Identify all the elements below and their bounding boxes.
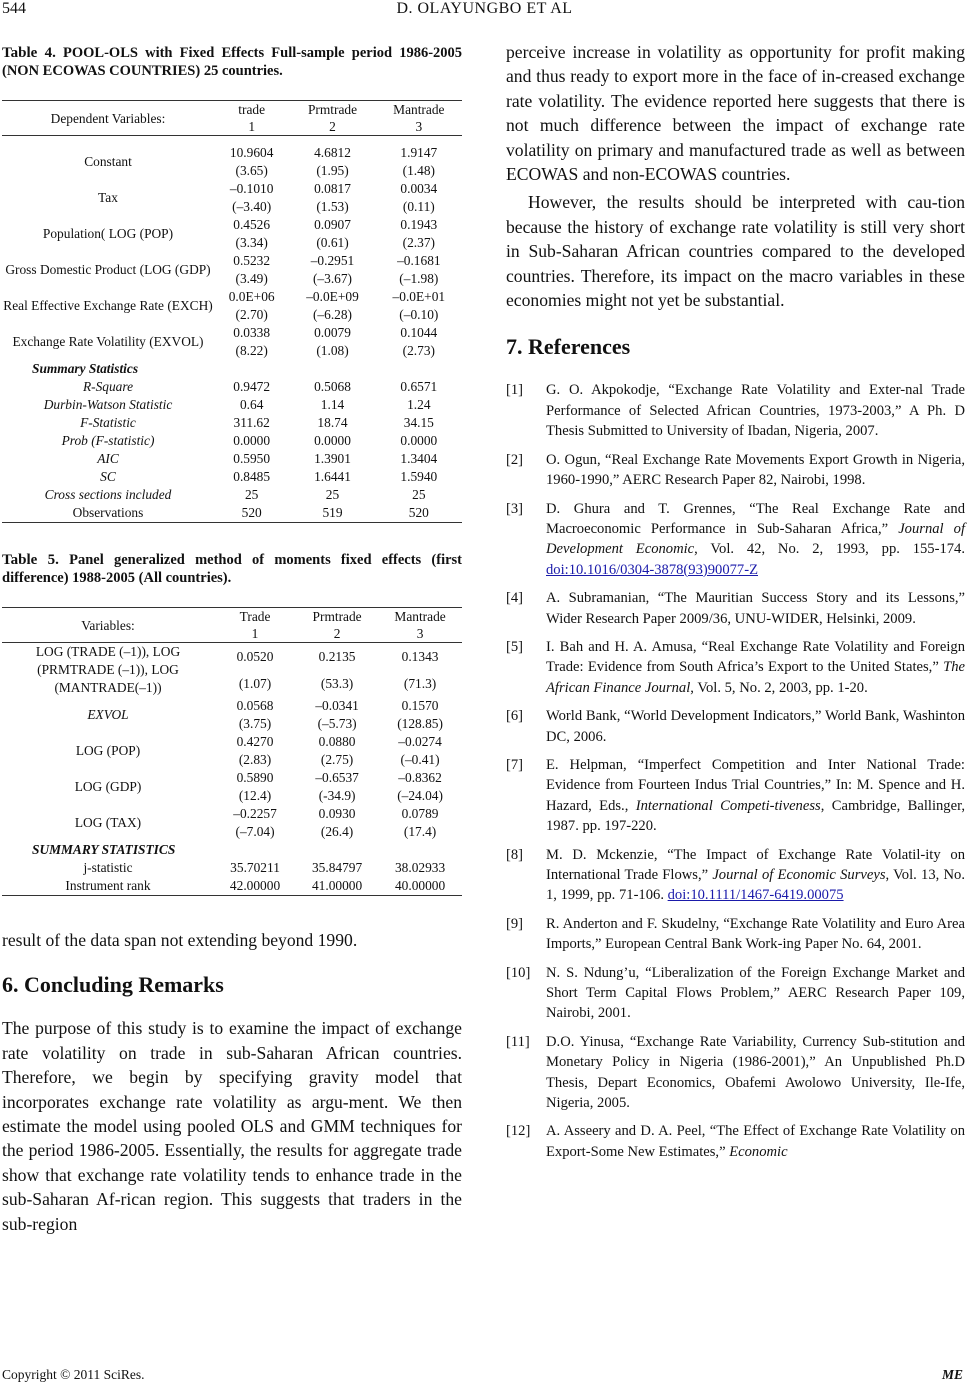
table4-spacer-cell	[2, 136, 462, 145]
table4-cell-tstat: (–3.40)	[232, 199, 272, 214]
reference-text-main: N. S. Ndung’u, “Liberalization of the Foreign Exchange Market and Short Term Capital Flows Problem,” AERC Research Paper 109, Nairobi, 2001.	[546, 964, 965, 1022]
reference-number: [7]	[506, 756, 524, 773]
table4-row	[2, 324, 462, 342]
table4-row	[2, 144, 462, 162]
reference-text-main: E. Helpman, “Imperfect Competition and Inter National Trade: Evidence from Fourteen Indus Trial Countries,” In: M. Spence and H. Hazard, Eds.,	[546, 756, 965, 814]
reference-number: [1]	[506, 382, 524, 399]
table5-summary-value: 35.84797	[311, 860, 363, 875]
table5-row	[2, 805, 462, 823]
table4-header-col1-num: 1	[248, 119, 256, 134]
table5-summary-label: j-statistic	[83, 860, 133, 875]
table5-header-col2-name: Prmtrade	[312, 609, 362, 624]
table5-row	[2, 769, 462, 787]
reference-item	[506, 499, 965, 581]
reference-text-tail: , Vol. 42, No. 2, 1993, pp. 155-174.	[694, 541, 965, 558]
table5-cell-coef: 0.1570	[401, 698, 439, 713]
table4-summary-value: 311.62	[233, 415, 270, 430]
table4-cell-tstat: (8.22)	[235, 343, 268, 358]
table4-cell-tstat: (1.48)	[402, 163, 435, 178]
table4-summary-value: 1.14	[320, 397, 345, 412]
table5-body	[2, 643, 462, 896]
table4-summary-value: 0.0000	[233, 433, 271, 448]
table5-cell-coef: –0.8362	[398, 770, 442, 785]
reference-text	[546, 914, 965, 955]
table4-summary-value: 1.6441	[314, 469, 351, 484]
table4-cell-tstat: (1.95)	[316, 163, 349, 178]
table4-row	[2, 180, 462, 198]
table4-cell-coef: 10.9604	[229, 145, 274, 160]
reference-text-main: A. Subramanian, “The Mauritian Success Story and its Lessons,” Wider Research Paper 2009/36, UNU-WIDER, Helsinki, 2009.	[546, 590, 965, 627]
reference-doi-link[interactable]: doi:10.1111/1467-6419.00075	[667, 887, 844, 904]
reference-text-tail: , Vol. 5, No. 2, 2003, pp. 1-20.	[690, 679, 868, 696]
table5-row	[2, 697, 462, 715]
table4-row	[2, 216, 462, 234]
table5-cell-coef: 0.0930	[318, 806, 356, 821]
table4-header-col3-num: 3	[415, 119, 423, 134]
table5-cell-coef: 0.0789	[401, 806, 439, 821]
reference-item	[506, 450, 965, 491]
table5-cell-coef: 0.0568	[236, 698, 274, 713]
table4-obs-value: 520	[214, 504, 289, 523]
table4-summary-value: 25	[412, 487, 426, 502]
table4-cell-tstat: (2.70)	[235, 307, 268, 322]
reference-text	[546, 755, 965, 837]
reference-source-title: The African Finance Journal	[546, 659, 965, 696]
table4-summary-value: 1.24	[407, 397, 431, 412]
table5-cell-tstat: (71.3)	[403, 675, 437, 691]
reference-source-title: Journal of Development Economic	[546, 520, 965, 558]
table4-cell-tstat: (3.49)	[235, 271, 268, 286]
table4-cell-tstat: (3.34)	[235, 235, 268, 250]
table5-header-col3-num: 3	[416, 626, 424, 641]
table4-summary-row	[2, 450, 462, 468]
reference-text	[546, 1032, 965, 1114]
table4-header-col1-name: trade	[238, 102, 266, 117]
table4-header-col3	[376, 101, 462, 136]
table5-header-col3	[378, 608, 462, 643]
reference-text	[546, 588, 965, 629]
table5-summary-value: 40.00000	[378, 877, 462, 896]
reference-text-main: G. O. Akpokodje, “Exchange Rate Volatility and Exter-nal Trade Performance of Selected African Countries, 1973-2003,” A Ph. D Thesis Submitted to University of Ibadan, Nigeria, 2007.	[546, 382, 965, 440]
table5-summary-label: Instrument rank	[2, 877, 214, 896]
table4-obs-value: 520	[376, 504, 462, 523]
table4-cell-coef: 0.0E+06	[228, 289, 275, 304]
table4-body	[2, 136, 462, 523]
table4-cell-coef: 0.0079	[314, 325, 351, 340]
table4-summary-value: 0.6571	[400, 379, 438, 394]
table4-cell-tstat: (1.53)	[316, 199, 349, 214]
table4-cell-tstat: (–0.10)	[399, 307, 439, 322]
table5-summary-row	[2, 859, 462, 877]
left-paragraph-1: result of the data span not extending beyond 1990.	[2, 930, 358, 950]
table4-summary-value: 34.15	[403, 415, 434, 430]
table5-summary-value: 41.00000	[296, 877, 378, 896]
table5-cell-tstat: (3.75)	[238, 716, 272, 731]
table4-summary-value: 0.0000	[400, 433, 438, 448]
reference-text-main: R. Anderton and F. Skudelny, “Exchange Rate Volatility and Euro Area Imports,” European Central Bank Work-ing Paper No. 64, 2001.	[546, 915, 965, 953]
table4-cell-tstat: (3.65)	[235, 163, 268, 178]
table4-summary-label: R-Square	[82, 379, 134, 394]
reference-number: [5]	[506, 638, 524, 655]
table5-summary-title-row	[2, 841, 462, 859]
table4-cell-tstat: (0.61)	[316, 235, 349, 250]
table5-cell-coef: 0.5890	[236, 770, 274, 785]
table4-summary-row	[2, 396, 462, 414]
table5-summary-value: 35.70211	[230, 860, 280, 875]
reference-text	[546, 450, 965, 491]
table4-cell-coef: –0.1681	[397, 253, 441, 268]
table4-summary-title-row	[2, 360, 462, 378]
reference-doi-link[interactable]: doi:10.1016/0304-3878(93)90077-Z	[546, 561, 758, 578]
table4-summary-label: SC	[100, 469, 116, 484]
table5-caption	[2, 551, 462, 587]
table5-row-label: LOG (TAX)	[74, 815, 142, 830]
table4-summary-value: 0.0000	[314, 433, 351, 448]
left-column	[2, 44, 462, 1236]
running-title: D. OLAYUNGBO ET AL	[396, 0, 573, 17]
reference-item	[506, 706, 965, 747]
table5-summary-row	[2, 877, 462, 896]
table5-header-row	[2, 608, 462, 643]
reference-number: [4]	[506, 590, 524, 607]
right-paragraph-2: However, the results should be interpreted with cau-tion because the history of exchange rate volatility is still very short in Sub-Saharan African countries compared to the developed countries. Therefore, its impact on the macro variables in these economies might not yet be substantial.	[506, 192, 965, 311]
table4-summary-label: Cross sections included	[44, 487, 172, 502]
table5-header-col2	[296, 608, 378, 643]
table5-cell-tstat: (26.4)	[320, 824, 354, 839]
table5-cell-tstat: (128.85)	[397, 716, 443, 731]
reference-item	[506, 380, 965, 441]
reference-text	[546, 845, 965, 906]
table5	[2, 607, 462, 896]
reference-text	[546, 706, 965, 747]
table5-label: Table 5.	[2, 552, 59, 568]
table4-header-col2-num: 2	[329, 119, 336, 134]
table5-cell-coef: 0.2135	[318, 648, 356, 664]
reference-text	[546, 1121, 965, 1162]
table4-cell-tstat: (–6.28)	[312, 307, 353, 322]
table4-cell-coef: –0.0E+01	[392, 289, 446, 304]
table4-cell-coef: 0.0817	[314, 181, 351, 196]
table5-header-col1-num: 1	[251, 626, 259, 641]
reference-text-main: World Bank, “World Development Indicators,” World Bank, Washinton DC, 2006.	[546, 708, 965, 745]
table4-header-row	[2, 101, 462, 136]
table5-row	[2, 643, 462, 671]
table4-cell-tstat: (0.11)	[402, 199, 435, 214]
table4-cell-tstat: (1.08)	[316, 343, 349, 358]
table5-row-label: EXVOL	[87, 707, 129, 722]
table4-row	[2, 288, 462, 306]
reference-source-title: Economic	[729, 1143, 788, 1160]
table5-header-col1	[214, 608, 296, 643]
reference-text-main: D.O. Yinusa, “Exchange Rate Variability, Currency Sub-stitution and Monetary Policy in Nigeria (1986-2001),” An Unpublished Ph.D Thesis, Depart Economics, Obafemi Awolowo University, Ile-Ife, Nigeria, 2005.	[546, 1033, 965, 1112]
table4-header-col2	[289, 101, 375, 136]
table4-spacer-row	[2, 136, 462, 145]
table4-summary-title: Summary Statistics	[32, 361, 139, 376]
table4-cell-tstat: (2.37)	[402, 235, 435, 250]
table4-summary-row	[2, 486, 462, 504]
table5-summary-value: 42.00000	[214, 877, 296, 896]
table5-row-label: LOG (TRADE (–1)), LOG (PRMTRADE (–1)), LOG (MANTRADE(–1))	[35, 644, 181, 695]
page-number: 544	[2, 0, 26, 17]
table4-summary-value: 0.5068	[314, 379, 351, 394]
table4-summary-row	[2, 468, 462, 486]
table4	[2, 100, 462, 523]
table5-cell-tstat: (1.07)	[238, 675, 272, 691]
table4-header-col2-name: Prmtrade	[307, 102, 358, 117]
left-paragraph-2: The purpose of this study is to examine the impact of exchange rate volatility on trade in sub-Saharan African countries. Therefore, we begin by specifying gravity model that incorporates exchange rate volatility as argu-ment. We then estimate the model using pooled OLS and GMM techniques for the period 1986-2005. Essentially, the results for aggregate trade show that exchange rate volatility tends to enhance trade in the sub-Saharan Af-rican region. This suggests that traders in the sub-region	[2, 1018, 462, 1234]
table4-cell-coef: 0.5232	[233, 253, 271, 268]
reference-item	[506, 1032, 965, 1114]
reference-item	[506, 588, 965, 629]
table4-header-col3-name: Mantrade	[393, 102, 445, 117]
table5-cell-coef: –0.2257	[233, 806, 277, 821]
table5-header-col2-num: 2	[333, 626, 341, 641]
table4-row-label: Gross Domestic Product (LOG (GDP)	[5, 262, 211, 277]
table4-cell-coef: 0.1943	[400, 217, 438, 232]
table5-cell-tstat: (–24.04)	[397, 788, 443, 803]
table5-cell-tstat: (–5.73)	[317, 716, 357, 731]
reference-item	[506, 637, 965, 698]
section-6-heading: 6. Concluding Remarks	[2, 972, 224, 998]
reference-text-main: D. Ghura and T. Grennes, “The Real Exchange Rate and Macroeconomic Performance in Sub-Saharan Africa,”	[546, 500, 965, 537]
table4-summary-label: Prob (F-statistic)	[61, 433, 155, 448]
table4-summary-label: F-Statistic	[80, 415, 136, 430]
table4-row	[2, 252, 462, 270]
table4-summary-value: 1.3404	[400, 451, 438, 466]
table4-summary-value: 1.5940	[400, 469, 438, 484]
table5-cell-tstat: (–0.41)	[400, 752, 440, 767]
table4-cell-tstat: (–3.67)	[312, 271, 353, 286]
reference-source-title: International Competi-tiveness	[635, 797, 821, 814]
reference-text-main: I. Bah and H. A. Amusa, “Real Exchange Rate Volatility and Foreign Trade: Evidence from South Africa’s Export to the United States,”	[546, 638, 965, 676]
table4-cell-coef: 0.0338	[233, 325, 271, 340]
table4-caption	[2, 44, 462, 80]
reference-text	[546, 499, 965, 581]
reference-item	[506, 963, 965, 1024]
table4-summary-value: 25	[325, 487, 340, 502]
table4-cell-tstat: (2.73)	[402, 343, 435, 358]
table5-cell-coef: –0.0341	[315, 698, 359, 713]
table5-row	[2, 733, 462, 751]
reference-source-title: Journal of Economic Surveys	[712, 867, 886, 883]
table5-row-label: LOG (GDP)	[74, 779, 142, 794]
table5-header-col1-name: Trade	[239, 609, 271, 624]
right-column	[506, 40, 965, 1170]
table4-obs-value: 519	[289, 504, 375, 523]
reference-number: [10]	[506, 964, 531, 981]
reference-number: [3]	[506, 500, 524, 517]
table4-label: Table 4.	[2, 45, 56, 61]
table5-cell-tstat: (53.3)	[320, 675, 354, 691]
reference-text-main: M. D. Mckenzie, “The Impact of Exchange Rate Volatil-ity on International Trade Flows,”	[546, 846, 965, 883]
references-heading: 7. References	[506, 334, 631, 360]
table4-cell-coef: –0.1010	[229, 181, 274, 196]
table4-summary-label: Durbin-Watson Statistic	[43, 397, 173, 412]
reference-number: [11]	[506, 1033, 530, 1050]
reference-text-main: A. Asseery and D. A. Peel, “The Effect of Exchange Rate Volatility on Export-Some New Estimates,”	[546, 1123, 965, 1160]
table4-cell-coef: 0.4526	[233, 217, 271, 232]
table5-cell-coef: –0.6537	[315, 770, 359, 785]
reference-item	[506, 1121, 965, 1162]
right-paragraph-1: perceive increase in volatility as opportunity for profit making and thus ready to export more in the face of in-creased exchange rate volatility. The evidence reported here suggests that there is not much difference between the impact of exchange rate volatility on primary and manufactured trade as well as between ECOWAS and non-ECOWAS countries.	[506, 42, 965, 185]
table5-cell-coef: –0.0274	[398, 734, 442, 749]
table4-row-label: Constant	[84, 154, 132, 169]
table5-summary-title: SUMMARY STATISTICS	[32, 842, 176, 857]
table4-header-col1	[214, 101, 289, 136]
table5-header-col3-name: Mantrade	[394, 609, 446, 624]
table5-cell-tstat: (2.83)	[238, 752, 272, 767]
journal-abbrev: ME	[941, 1367, 963, 1382]
table4-cell-coef: –0.2951	[310, 253, 355, 268]
table4-header-var: Dependent Variables:	[2, 101, 214, 136]
table4-summary-value: 18.74	[317, 415, 348, 430]
reference-list	[506, 380, 965, 1162]
table5-header-var: Variables:	[2, 608, 214, 643]
table4-cell-coef: 0.1044	[400, 325, 438, 340]
table4-summary-row	[2, 378, 462, 396]
table4-summary-row	[2, 432, 462, 450]
reference-text	[546, 380, 965, 441]
table4-summary-value: 0.64	[239, 397, 264, 412]
table5-row-label: LOG (POP)	[75, 743, 141, 758]
reference-text-tail: , Cambridge, Ballinger, 1987. pp. 197-220.	[546, 797, 965, 835]
table4-summary-value: 1.3901	[314, 451, 351, 466]
table5-cell-tstat: (–7.04)	[235, 824, 275, 839]
table5-cell-coef: 0.0880	[318, 734, 356, 749]
reference-number: [6]	[506, 708, 524, 725]
reference-item	[506, 914, 965, 955]
table4-cell-coef: 4.6812	[314, 145, 351, 160]
table4-summary-row	[2, 414, 462, 432]
table4-row-label: Population( LOG (POP)	[42, 226, 174, 241]
table5-cell-coef: 0.1343	[401, 648, 439, 664]
table4-cell-coef: –0.0E+09	[306, 289, 359, 304]
table5-cell-tstat: (-34.9)	[318, 788, 356, 803]
table5-cell-tstat: (2.75)	[320, 752, 354, 767]
table5-summary-value: 38.02933	[394, 860, 446, 875]
reference-item	[506, 845, 965, 906]
reference-number: [8]	[506, 846, 524, 863]
reference-text-tail: , Vol. 13, No. 1, 1999, pp. 71-106.	[546, 867, 966, 904]
table4-summary-value: 0.5950	[233, 451, 271, 466]
reference-item	[506, 755, 965, 837]
reference-text	[546, 963, 965, 1024]
table5-caption-text: Panel generalized method of moments fixed effects (first difference) 1988-2005 (All countries).	[2, 552, 463, 586]
table4-cell-tstat: (–1.98)	[399, 271, 439, 286]
reference-number: [2]	[506, 451, 524, 468]
table5-cell-coef: 0.0520	[236, 648, 274, 664]
table4-obs-label: Observations	[2, 504, 214, 523]
reference-text-main: O. Ogun, “Real Exchange Rate Movements Export Growth in Nigeria, 1960-1990,” AERC Research Paper 82, Nairobi, 1998.	[546, 451, 965, 489]
table4-caption-text: POOL-OLS with Fixed Effects Full-sample period 1986-2005 (NON ECOWAS COUNTRIES) 25 countries.	[2, 45, 463, 79]
table4-obs-row	[2, 504, 462, 523]
table5-cell-tstat: (17.4)	[403, 824, 437, 839]
table4-row-label: Exchange Rate Volatility (EXVOL)	[12, 334, 204, 349]
table5-cell-coef: 0.4270	[236, 734, 274, 749]
table4-summary-value: 25	[244, 487, 259, 502]
table4-summary-label: AIC	[97, 451, 119, 466]
table4-summary-value: 0.9472	[233, 379, 271, 394]
reference-text	[546, 637, 965, 698]
table5-cell-tstat: (12.4)	[238, 788, 272, 803]
table4-cell-coef: 0.0907	[314, 217, 351, 232]
table4-cell-coef: 1.9147	[400, 145, 438, 160]
table4-cell-coef: 0.0034	[400, 181, 438, 196]
table4-row-label: Tax	[98, 190, 118, 205]
reference-number: [9]	[506, 915, 524, 932]
reference-number: [12]	[506, 1123, 531, 1140]
table4-row-label: Real Effective Exchange Rate (EXCH)	[3, 298, 213, 313]
copyright: Copyright © 2011 SciRes.	[2, 1367, 145, 1382]
table4-summary-value: 0.8485	[233, 469, 271, 484]
